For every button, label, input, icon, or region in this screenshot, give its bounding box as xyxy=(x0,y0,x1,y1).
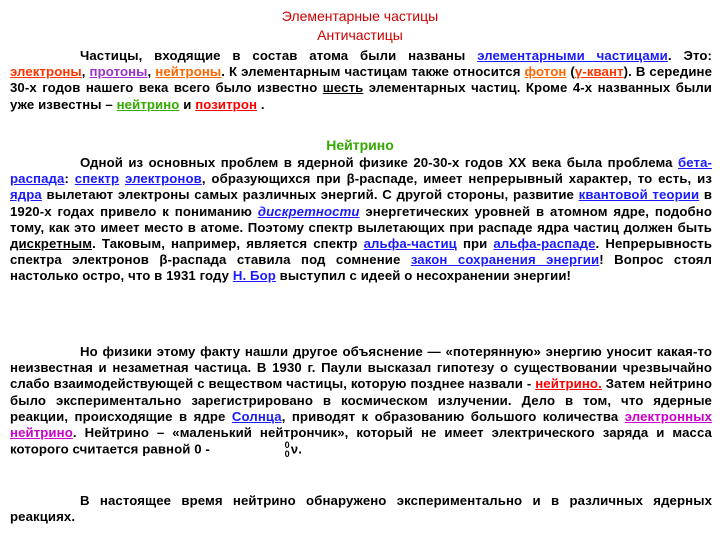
paragraph-pauli xyxy=(10,344,712,459)
intro-text: элементарных частиц. Кроме 4-х названных были уже известны – xyxy=(10,80,713,112)
term-electron-neutrino: электронных нейтрино xyxy=(10,408,713,441)
punct: ( xyxy=(570,64,575,80)
punct: , xyxy=(147,64,152,80)
intro-text: . Это: xyxy=(667,48,712,63)
term-electrons: электроны xyxy=(10,64,82,80)
body-text: в 1920-х годах привело к пониманию xyxy=(10,187,713,219)
symbol-subscript: 0 xyxy=(284,449,290,460)
punct: : xyxy=(64,171,69,187)
link-electrons[interactable]: электронов xyxy=(125,171,202,187)
body-text: Но физики этому факту нашли другое объяснение — «потерянную» энергию уносит какая-то неизвестная и незаметная частица. В 1930 г. Паули высказал гипотезу о существовании чрезвычайно слабо взаимодействующей с веществом частицы, которую позднее назвали - xyxy=(10,344,712,392)
paragraph-modern: В настоящее время нейтрино обнаружено экспериментально и в различных ядерных реакциях. xyxy=(10,493,712,525)
punct: . xyxy=(260,96,265,112)
body-text: энергетических уровней в атомном ядре, подобно тому, как это имеет место в атоме. Поэтому спектр вылетающих при распаде ядра частиц должен быть xyxy=(10,203,713,235)
slide-subtitle: Античастицы xyxy=(317,27,403,43)
body-text: Затем нейтрино было экспериментально зарегистрировано в космическом излучении. Дело в том, что ядерные реакции, происходящие в ядре xyxy=(10,376,712,424)
body-text: Одной из основных проблем в ядерной физике 20-30-х годов XX века была проблема xyxy=(80,155,673,170)
intro-text: . К элементарным частицам также относится xyxy=(221,64,521,80)
term-protons: протоны xyxy=(89,64,148,80)
link-quantum-theory[interactable]: квантовой теории xyxy=(578,187,700,203)
section-title-neutrino: Нейтрино xyxy=(326,137,394,153)
body-text: , приводят к образованию большого количества xyxy=(281,408,619,424)
term-positron: позитрон xyxy=(195,96,258,112)
link-alpha-particles[interactable]: альфа-частиц xyxy=(363,236,457,252)
term-six: шесть xyxy=(322,80,364,96)
body-text: . Нейтрино – «маленький нейтрончик», который не имеет электрического заряда и масса которого считается равной 0 - xyxy=(10,425,712,457)
link-discreteness[interactable]: дискретности xyxy=(257,203,360,219)
intro-text: ). В середине 30-х годов нашего века всего было известно xyxy=(10,64,713,96)
paragraph-beta-decay xyxy=(10,155,712,285)
body-text: ! Вопрос стоял настолько остро, что в 1931 году xyxy=(10,252,712,284)
term-neutrino-red: нейтрино. xyxy=(535,376,602,392)
link-elementary-particles[interactable]: элементарными частицами xyxy=(477,48,668,63)
body-text: вылетают электроны самых различных энергий. С другой стороны, развитие xyxy=(46,187,574,203)
neutrino-symbol-indices xyxy=(215,441,290,459)
link-bohr[interactable]: Н. Бор xyxy=(232,268,276,284)
body-text: , образующихся при β-распаде, имеет непрерывный характер, то есть, из xyxy=(201,171,713,187)
link-sun[interactable]: Солнца xyxy=(231,408,282,424)
link-spectrum[interactable]: спектр xyxy=(74,171,120,187)
symbol-superscript: 0 xyxy=(284,440,290,451)
body-text: выступил с идеей о несохранении энергии! xyxy=(279,268,572,284)
punct: , xyxy=(81,64,86,80)
body-text: при xyxy=(462,236,488,252)
intro-paragraph xyxy=(10,48,712,113)
term-neutrino: нейтрино xyxy=(116,96,180,112)
term-photon: фотон xyxy=(524,64,567,80)
link-energy-conservation[interactable]: закон сохранения энергии xyxy=(410,252,600,268)
term-gamma-quantum: γ-квант xyxy=(574,64,624,80)
body-text: . Таковым, например, является спектр xyxy=(92,236,358,252)
term-discrete: дискретным xyxy=(10,236,93,252)
body-text: . Непрерывность спектра электронов β-распада ставила под сомнение xyxy=(10,236,713,268)
neutrino-symbol: ν. xyxy=(290,441,302,457)
intro-text: Частицы, входящие в состав атома были названы xyxy=(80,48,466,63)
slide-title: Элементарные частицы xyxy=(281,8,439,24)
term-neutrons: нейтроны xyxy=(155,64,222,80)
link-nucleus[interactable]: ядра xyxy=(10,187,42,203)
intro-text: и xyxy=(183,96,192,112)
link-alpha-decay[interactable]: альфа-распаде xyxy=(493,236,596,252)
link-beta-decay[interactable]: бета-распада xyxy=(10,155,713,187)
